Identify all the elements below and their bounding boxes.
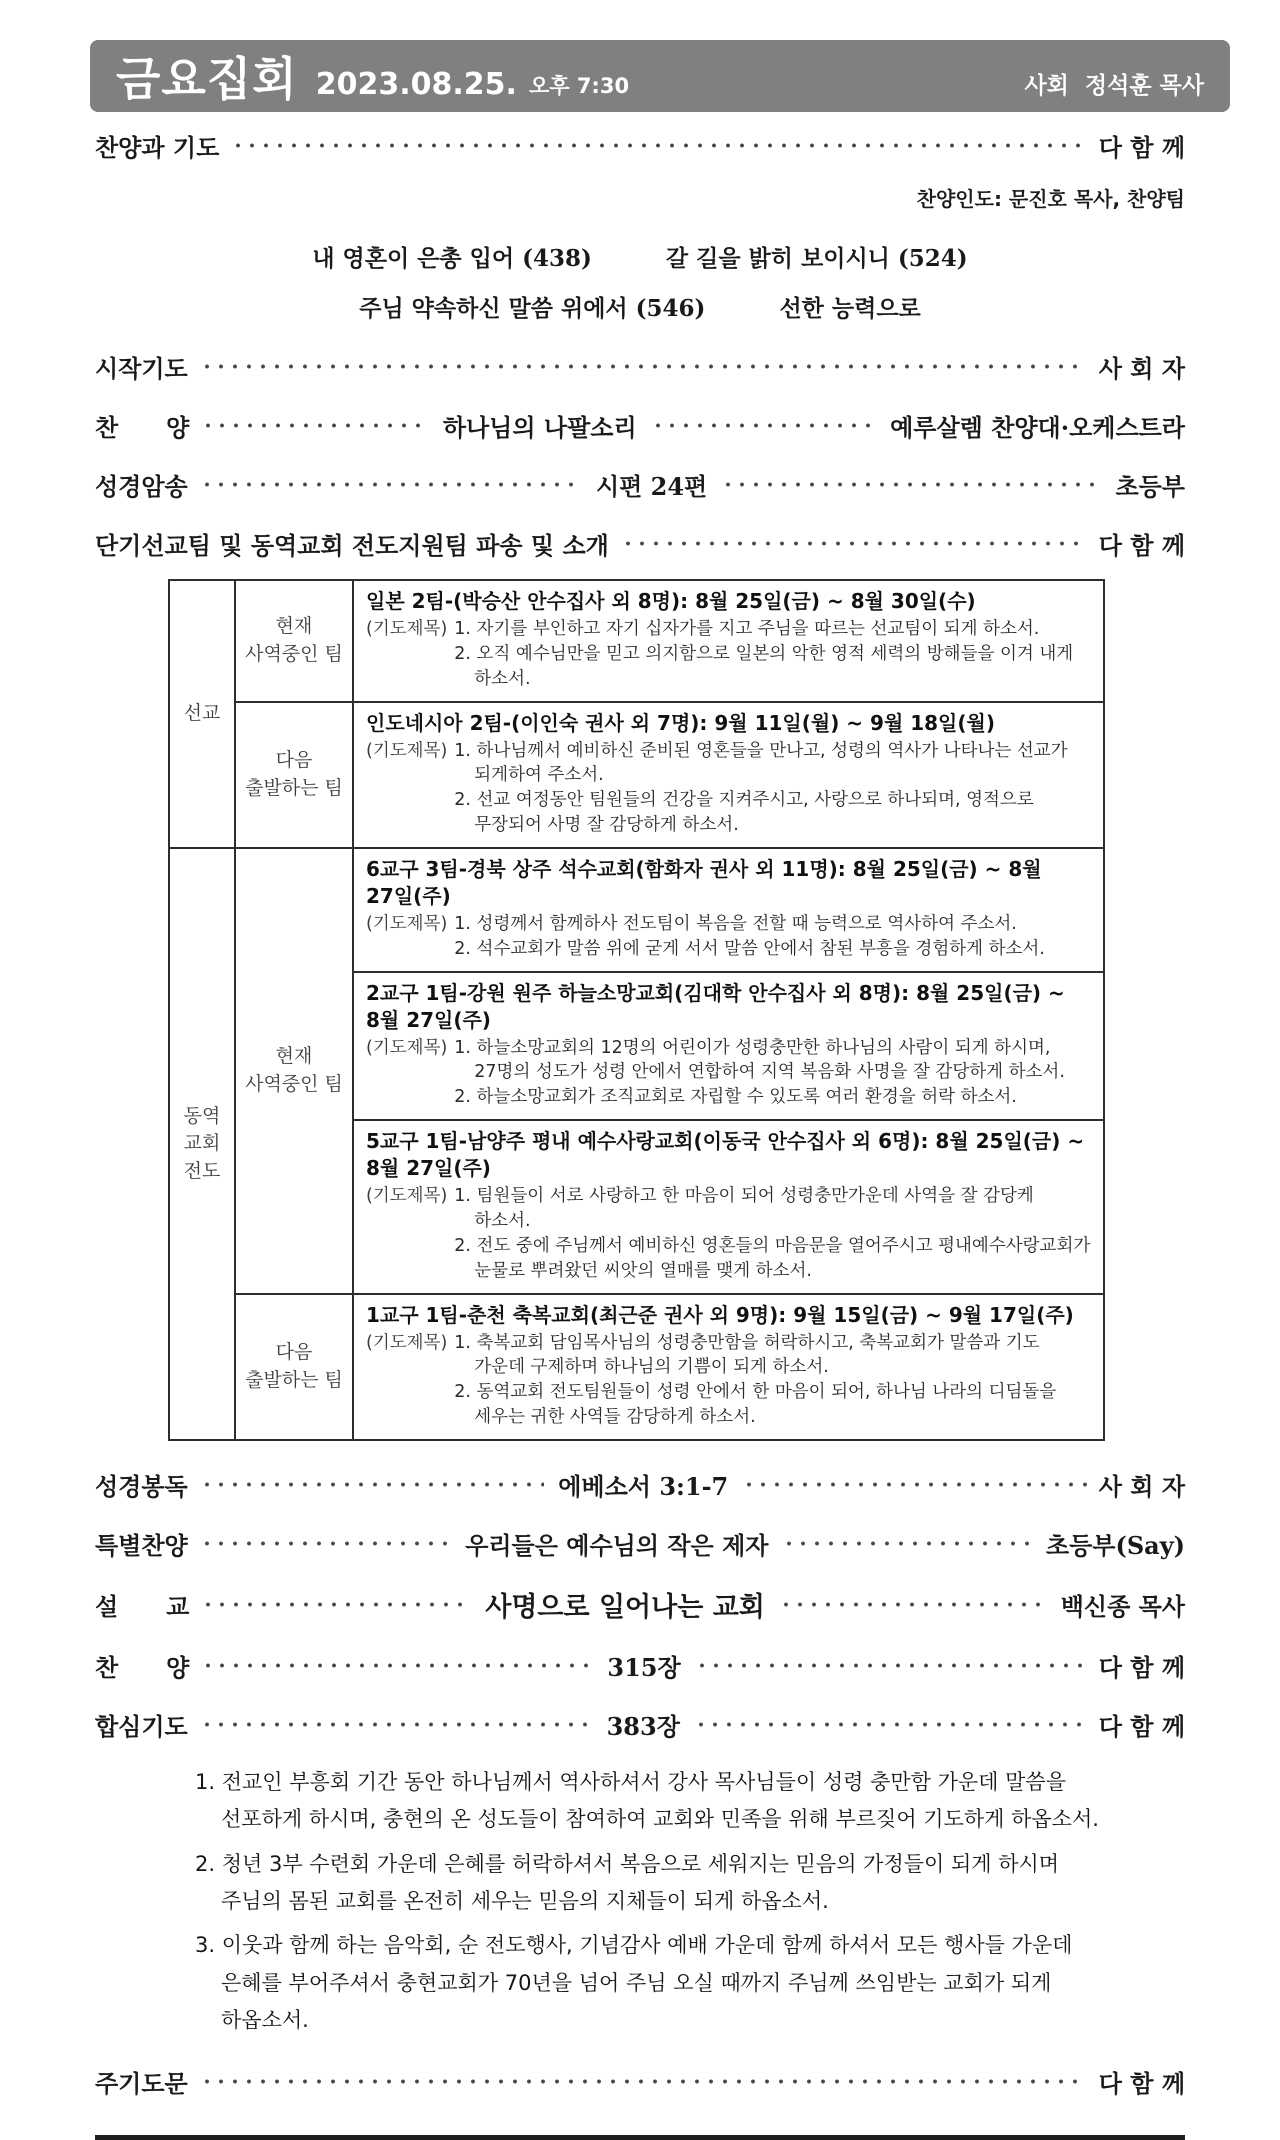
prayer-item: 1. 하늘소망교회의 12명의 어린이가 성령충만한 하나님의 사람이 되게 하시며, 27명의 성도가 성령 안에서 연합하여 지역 복음화 사명을 잘 감당하게 하소서. bbox=[454, 1037, 1065, 1083]
page-title: 금요집회 bbox=[116, 52, 298, 106]
dotted-leader bbox=[200, 1722, 593, 1727]
dotted-leader bbox=[201, 1663, 593, 1668]
order-right: 다 함 께 bbox=[1098, 2068, 1185, 2098]
order-label: 찬 양 bbox=[95, 413, 190, 442]
entry-cell-district1 bbox=[353, 1294, 1104, 1440]
order-center: 우리들은 예수님의 작은 제자 bbox=[465, 1530, 769, 1560]
prayer-list bbox=[454, 739, 1091, 838]
order-right: 초등부 bbox=[1115, 472, 1185, 501]
prayer-block bbox=[366, 739, 1091, 838]
dotted-leader bbox=[695, 1663, 1087, 1668]
prayer-item: 1. 축복교회 담임목사님의 성령충만함을 허락하시고, 축복교회가 말씀과 기도 가운데 구제하며 하나님의 기쁨이 되게 하소서. bbox=[454, 1332, 1040, 1378]
order-label: 시작기도 bbox=[95, 354, 188, 383]
bottom-divider bbox=[95, 2135, 1185, 2140]
prayer-label: (기도제목) bbox=[366, 1037, 448, 1058]
entry-cell-japan bbox=[353, 580, 1104, 702]
order-right: 다 함 께 bbox=[1098, 531, 1185, 560]
order-label: 성경봉독 bbox=[95, 1471, 188, 1501]
order-center: 시편 24편 bbox=[595, 472, 708, 501]
order-label: 성경암송 bbox=[95, 472, 188, 501]
dotted-leader bbox=[779, 1602, 1049, 1607]
prayer-item: 2. 하늘소망교회가 조직교회로 자립할 수 있도록 여러 환경을 허락 하소서. bbox=[454, 1087, 1017, 1108]
united-prayer-item: 2. 청년 3부 수련회 가운데 은혜를 허락하셔서 복음으로 세워지는 믿음의 가정들이 되게 하시며 주님의 몸된 교회를 온전히 세우는 믿음의 지체들이 되게 하옵소서. bbox=[195, 1851, 1060, 1913]
order-item-anthem bbox=[95, 408, 1185, 443]
order-item-united-prayer bbox=[95, 1707, 1185, 1742]
dotted-leader bbox=[200, 364, 1087, 369]
prayer-label: (기도제목) bbox=[366, 1332, 448, 1353]
dotted-leader bbox=[200, 1482, 544, 1487]
dotted-leader bbox=[651, 423, 878, 428]
dotted-leader bbox=[200, 2079, 1087, 2084]
hymn-line bbox=[95, 290, 1185, 323]
prayer-block bbox=[366, 1331, 1091, 1430]
order-item-scripture-recitation bbox=[95, 467, 1185, 502]
sermon-title: 사명으로 일어나는 교회 bbox=[485, 1591, 765, 1623]
prayer-label: (기도제목) bbox=[366, 1186, 448, 1207]
hymn-title: 선한 능력으로 bbox=[779, 295, 921, 322]
prayer-item: 1. 자기를 부인하고 자기 십자가를 지고 주님을 따르는 선교팀이 되게 하소서. bbox=[454, 619, 1040, 639]
prayer-list bbox=[454, 1036, 1091, 1111]
prayer-item: 2. 석수교회가 말씀 위에 굳게 서서 말씀 안에서 참된 부흥을 경험하게 하소서. bbox=[454, 938, 1045, 959]
entry-cell-district6 bbox=[353, 848, 1104, 972]
order-right: 다 함 께 bbox=[1098, 133, 1185, 162]
status-cell: 다음 출발하는 팀 bbox=[235, 702, 353, 848]
prayer-list bbox=[454, 1184, 1091, 1283]
order-right: 다 함 께 bbox=[1098, 1652, 1185, 1682]
order-right: 사 회 자 bbox=[1098, 1471, 1185, 1501]
order-item-mission-team-intro bbox=[95, 526, 1185, 561]
order-item-lords-prayer bbox=[95, 2064, 1185, 2099]
order-label: 합심기도 bbox=[95, 1711, 188, 1741]
order-item-hymn-315 bbox=[95, 1648, 1185, 1683]
united-prayer-item: 1. 전교인 부흥회 기간 동안 하나님께서 역사하셔서 강사 목사님들이 성령 충만함 가운데 말씀을 선포하게 하시며, 충현의 온 성도들이 참여하여 교회와 민족을 위해 부르짖어 기도하게 하옵소서. bbox=[195, 1769, 1099, 1832]
prayer-item: 1. 성령께서 함께하사 전도팀이 복음을 전할 때 능력으로 역사하여 주소서. bbox=[454, 913, 1017, 934]
order-center: 하나님의 나팔소리 bbox=[442, 413, 637, 442]
status-cell: 현재 사역중인 팀 bbox=[235, 580, 353, 702]
order-right: 백신종 목사 bbox=[1060, 1591, 1185, 1621]
order-label: 찬 양 bbox=[95, 1652, 190, 1682]
prayer-item: 2. 오직 예수님만을 믿고 의지함으로 일본의 악한 영적 세력의 방해들을 이겨 내게 하소서. bbox=[454, 643, 1074, 689]
dotted-leader bbox=[621, 541, 1087, 546]
header-date: 2023.08.25. bbox=[315, 66, 517, 102]
dotted-leader bbox=[742, 1482, 1086, 1487]
united-prayer-item: 3. 이웃과 함께 하는 음악회, 순 전도행사, 기념감사 예배 가운데 함께 하셔서 모든 행사들 가운데 은혜를 부어주셔서 충현교회가 70년을 넘어 주님 오실 때까지 주님께 쓰임받는 교회가 되게 하옵소서. bbox=[195, 1933, 1073, 2033]
order-label: 특별찬양 bbox=[95, 1530, 188, 1560]
prayer-item: 1. 하나님께서 예비하신 준비된 영혼들을 만나고, 성령의 역사가 나타나는 선교가 되게하여 주소서. bbox=[454, 740, 1068, 786]
order-label: 찬양과 기도 bbox=[95, 133, 220, 162]
order-label: 설 교 bbox=[95, 1591, 190, 1621]
table-row bbox=[169, 1294, 1104, 1440]
prayer-item: 2. 선교 여정동안 팀원들의 건강을 지켜주시고, 사랑으로 하나되며, 영적으로 무장되어 사명 잘 감당하게 하소서. bbox=[454, 790, 1034, 836]
order-center: 에베소서 3:1-7 bbox=[558, 1471, 729, 1501]
hymn-title: 갈 길을 밝히 보이시니 (524) bbox=[665, 245, 968, 272]
prayer-list bbox=[454, 617, 1091, 692]
prayer-list bbox=[454, 912, 1091, 962]
order-right: 사 회 자 bbox=[1098, 354, 1185, 383]
header-band bbox=[90, 40, 1230, 112]
dotted-leader bbox=[200, 482, 582, 487]
order-label: 단기선교팀 및 동역교회 전도지원팀 파송 및 소개 bbox=[95, 531, 609, 560]
order-label: 주기도문 bbox=[95, 2068, 188, 2098]
order-item-praise-prayer bbox=[95, 128, 1185, 163]
dotted-leader bbox=[721, 482, 1103, 487]
header-time: 오후 7:30 bbox=[528, 73, 630, 98]
dotted-leader bbox=[201, 1602, 471, 1607]
order-item-special-praise bbox=[95, 1526, 1185, 1561]
order-center: 383장 bbox=[606, 1711, 680, 1741]
order-center: 315장 bbox=[607, 1652, 681, 1682]
entry-cell-indonesia bbox=[353, 702, 1104, 848]
entry-title: 일본 2팀-(박승산 안수집사 외 8명): 8월 25일(금) ~ 8월 30일(수) bbox=[366, 589, 976, 613]
dotted-leader bbox=[200, 1541, 451, 1546]
order-right: 초등부(Say) bbox=[1045, 1530, 1185, 1560]
prayer-label: (기도제목) bbox=[366, 619, 448, 639]
hymn-list bbox=[95, 240, 1185, 323]
status-cell: 다음 출발하는 팀 bbox=[235, 1294, 353, 1440]
hymn-line bbox=[95, 240, 1185, 273]
table-row bbox=[169, 702, 1104, 848]
prayer-item: 1. 팀원들이 서로 사랑하고 한 마음이 되어 성령충만가운데 사역을 잘 감당케 하소서. bbox=[454, 1186, 1034, 1231]
mission-table bbox=[168, 579, 1105, 1441]
entry-title: 2교구 1팀-강원 원주 하늘소망교회(김대학 안수집사 외 8명): 8월 25일(금) ~ 8월 27일(주) bbox=[366, 980, 1065, 1032]
prayer-label: (기도제목) bbox=[366, 913, 448, 934]
order-item-opening-prayer bbox=[95, 349, 1185, 384]
entry-title: 5교구 1팀-남양주 평내 예수사랑교회(이동국 안수집사 외 6명): 8월 25일(금) ~ 8월 27일(주) bbox=[366, 1129, 1085, 1181]
entry-title: 6교구 3팀-경북 상주 석수교회(함화자 권사 외 11명): 8월 25일(금) ~ 8월 27일(주) bbox=[366, 856, 1042, 908]
dotted-leader bbox=[694, 1722, 1087, 1727]
entry-title: 인도네시아 2팀-(이인숙 권사 외 7명): 9월 11일(월) ~ 9월 18일(월) bbox=[366, 710, 995, 735]
group-cell-mission: 선교 bbox=[169, 580, 235, 848]
entry-cell-district5 bbox=[353, 1120, 1104, 1293]
entry-title: 1교구 1팀-춘천 축복교회(최근준 권사 외 9명): 9월 15일(금) ~ 9월 17일(주) bbox=[366, 1302, 1074, 1327]
prayer-block bbox=[366, 912, 1091, 962]
group-cell-partner-church: 동역 교회 전도 bbox=[169, 848, 235, 1440]
prayer-label: (기도제목) bbox=[366, 740, 448, 761]
dotted-leader bbox=[231, 143, 1086, 148]
prayer-block bbox=[366, 617, 1091, 692]
hymn-title: 내 영혼이 은총 입어 (438) bbox=[312, 245, 592, 272]
prayer-block bbox=[366, 1036, 1091, 1111]
order-item-scripture-reading bbox=[95, 1467, 1185, 1502]
table-row bbox=[169, 848, 1104, 972]
hymn-title: 주님 약속하신 말씀 위에서 (546) bbox=[359, 295, 706, 322]
praise-leader-note: 찬양인도: 문진호 목사, 찬양팀 bbox=[916, 187, 1185, 211]
entry-cell-district2 bbox=[353, 972, 1104, 1121]
table-row bbox=[169, 580, 1104, 702]
order-right: 예루살렘 찬양대·오케스트라 bbox=[890, 413, 1185, 442]
prayer-item: 2. 전도 중에 주님께서 예비하신 영혼들의 마음문을 열어주시고 평내예수사랑교회가 눈물로 뿌려왔던 씨앗의 열매를 맺게 하소서. bbox=[454, 1235, 1091, 1281]
prayer-item: 2. 동역교회 전도팀원들이 성령 안에서 한 마음이 되어, 하나님 나라의 디딤돌을 세우는 귀한 사역들 감당하게 하소서. bbox=[454, 1382, 1057, 1428]
order-right: 다 함 께 bbox=[1098, 1711, 1185, 1741]
dotted-leader bbox=[782, 1541, 1033, 1546]
prayer-list bbox=[454, 1331, 1091, 1430]
prayer-block bbox=[366, 1184, 1091, 1283]
united-prayer-topics bbox=[195, 1764, 1100, 2040]
order-item-sermon bbox=[95, 1585, 1185, 1624]
status-cell: 현재 사역중인 팀 bbox=[235, 848, 353, 1294]
dotted-leader bbox=[201, 423, 428, 428]
header-moderator: 사회 정석훈 목사 bbox=[1024, 73, 1204, 100]
